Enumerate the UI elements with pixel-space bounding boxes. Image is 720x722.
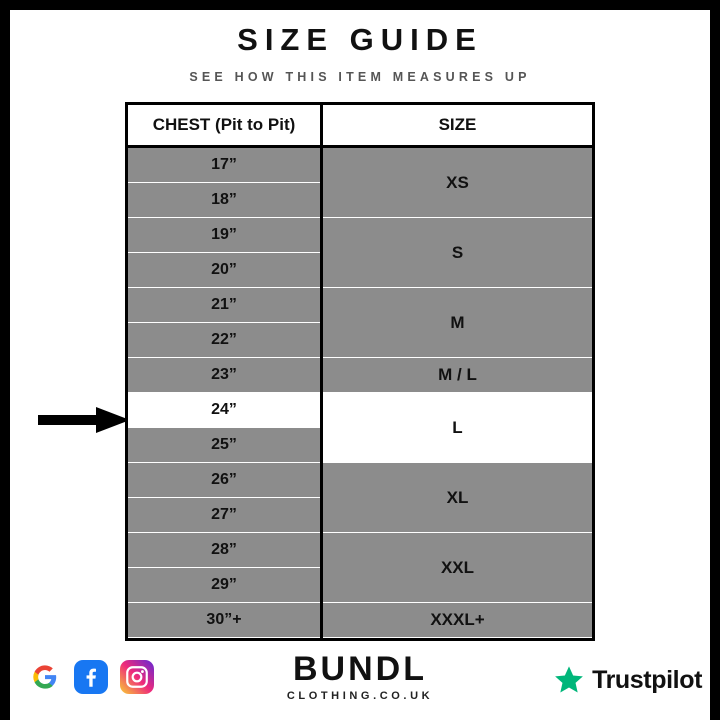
table-row[interactable]: 29” <box>128 568 320 603</box>
trustpilot-star-icon <box>553 664 585 696</box>
trustpilot-badge[interactable] <box>553 664 702 696</box>
size-group-ml[interactable]: M / L <box>323 358 592 393</box>
table-row[interactable]: 26” <box>128 463 320 498</box>
table-row-selected[interactable]: 24” <box>128 393 320 428</box>
size-group-l-selected[interactable]: L <box>323 393 592 463</box>
brand-website: CLOTHING.CO.UK <box>286 689 434 702</box>
size-column <box>323 148 592 638</box>
table-row[interactable]: 19” <box>128 218 320 253</box>
table-header-row <box>128 105 592 148</box>
table-row[interactable]: 28” <box>128 533 320 568</box>
table-row[interactable]: 17” <box>128 148 320 183</box>
size-table <box>125 102 595 641</box>
size-group-s[interactable]: S <box>323 218 592 288</box>
table-body <box>128 148 592 638</box>
table-row[interactable]: 25” <box>128 428 320 463</box>
table-row[interactable]: 20” <box>128 253 320 288</box>
table-row[interactable]: 30”+ <box>128 603 320 638</box>
page-inner <box>10 22 710 722</box>
trustpilot-label: Trustpilot <box>592 665 702 694</box>
column-header-chest: CHEST (Pit to Pit) <box>128 105 323 145</box>
footer <box>10 652 710 722</box>
page-title: SIZE GUIDE <box>237 22 483 57</box>
table-row[interactable]: 27” <box>128 498 320 533</box>
table-row[interactable]: 21” <box>128 288 320 323</box>
table-row[interactable]: 23” <box>128 358 320 393</box>
brand-name: BUNDL <box>293 650 427 688</box>
size-group-xxxl[interactable]: XXXL+ <box>323 603 592 638</box>
table-row[interactable]: 18” <box>128 183 320 218</box>
size-group-xs[interactable]: XS <box>323 148 592 218</box>
chest-column <box>128 148 323 638</box>
size-group-xl[interactable]: XL <box>323 463 592 533</box>
page-subtitle: SEE HOW THIS ITEM MEASURES UP <box>189 70 531 84</box>
size-group-m[interactable]: M <box>323 288 592 358</box>
selected-row-arrow-icon <box>38 407 130 433</box>
column-header-size: SIZE <box>438 115 477 134</box>
size-group-xxl[interactable]: XXL <box>323 533 592 603</box>
table-row[interactable]: 22” <box>128 323 320 358</box>
